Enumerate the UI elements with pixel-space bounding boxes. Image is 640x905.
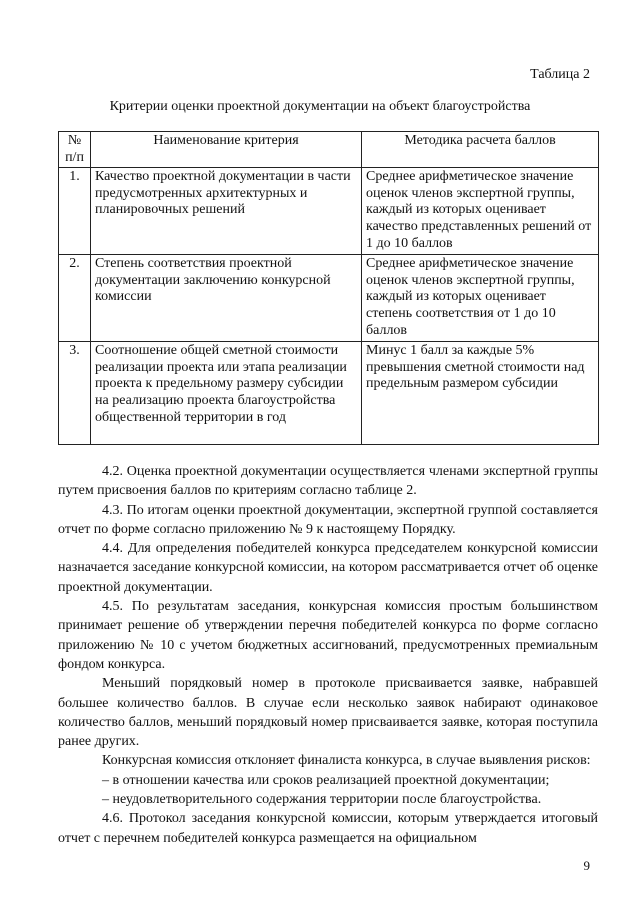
- list-item-risk-maintenance: – неудовлетворительного содержания территории после благоустройства.: [102, 792, 542, 808]
- paragraph-4-5: 4.5. По результатам заседания, конкурсная комиссия простым большинством принимает решение об утверждении перечня победителей конкурса по форме согласно приложению № 10 с учетом бюджетных ассигнований, предусмотренных премиальным фондом конкурса.: [58, 599, 598, 672]
- row-number: 3.: [59, 342, 91, 445]
- paragraph-4-6: 4.6. Протокол заседания конкурсной комиссии, которым утверждается итоговый отчет с перечнем победителей конкурса размещается на официальном: [58, 811, 598, 846]
- table-row: [59, 342, 599, 445]
- criterion-name: Соотношение общей сметной стоимости реализации проекта или этапа реализации проекта к предельному размеру субсидии на реализацию проекта благоустройства общественной территории в год: [91, 342, 362, 445]
- paragraph-ranking: Меньший порядковый номер в протоколе присваивается заявке, набравшей большее количество баллов. В случае если несколько заявок набирают одинаковое количество баллов, меньший порядковый номер присваивается заявке, которая поступила ранее других.: [58, 676, 598, 750]
- table-title: Критерии оценки проектной документации на объект благоустройства: [109, 99, 531, 114]
- paragraph-4-3: 4.3. По итогам оценки проектной документации, экспертной группой составляется отчет по форме согласно приложению № 9 к настоящему Порядку.: [58, 502, 598, 537]
- list-item-risk-quality: – в отношении качества или сроков реализацией проектной документации;: [102, 772, 550, 788]
- paragraph-rejection: Конкурсная комиссия отклоняет финалиста конкурса, в случае выявления рисков:: [102, 753, 591, 769]
- column-header-method: Методика расчета баллов: [362, 132, 599, 168]
- table-row: [59, 255, 599, 342]
- scoring-method: Среднее арифметическое значение оценок членов экспертной группы, каждый из которых оценивает степень соответствия от 1 до 10 баллов: [362, 255, 599, 342]
- row-number: 1.: [59, 168, 91, 255]
- criterion-name: Степень соответствия проектной документации заключению конкурсной комиссии: [91, 255, 362, 342]
- page-number: 9: [583, 858, 590, 873]
- criteria-table: [58, 131, 599, 445]
- row-number: 2.: [59, 255, 91, 342]
- scoring-method: Среднее арифметическое значение оценок членов экспертной группы, каждый из которых оценивает качество представленных решений от 1 до 10 баллов: [362, 168, 599, 255]
- column-header-number: № п/п: [59, 132, 91, 168]
- scoring-method: Минус 1 балл за каждые 5% превышения сметной стоимости над предельным размером субсидии: [362, 342, 599, 445]
- criterion-name: Качество проектной документации в части предусмотренных архитектурных и планировочных решений: [91, 168, 362, 255]
- table-caption: Таблица 2: [530, 67, 590, 82]
- paragraph-4-4: 4.4. Для определения победителей конкурса председателем конкурсной комиссии назначается заседание конкурсной комиссии, на котором рассматривается отчет об оценке проектной документации.: [58, 541, 598, 595]
- column-header-criterion: Наименование критерия: [91, 132, 362, 168]
- table-header-row: [59, 132, 599, 168]
- paragraph-4-2: 4.2. Оценка проектной документации осуществляется членами экспертной группы путем присвоения баллов по критериям согласно таблице 2.: [58, 464, 598, 499]
- body-text: [58, 462, 598, 848]
- table-row: [59, 168, 599, 255]
